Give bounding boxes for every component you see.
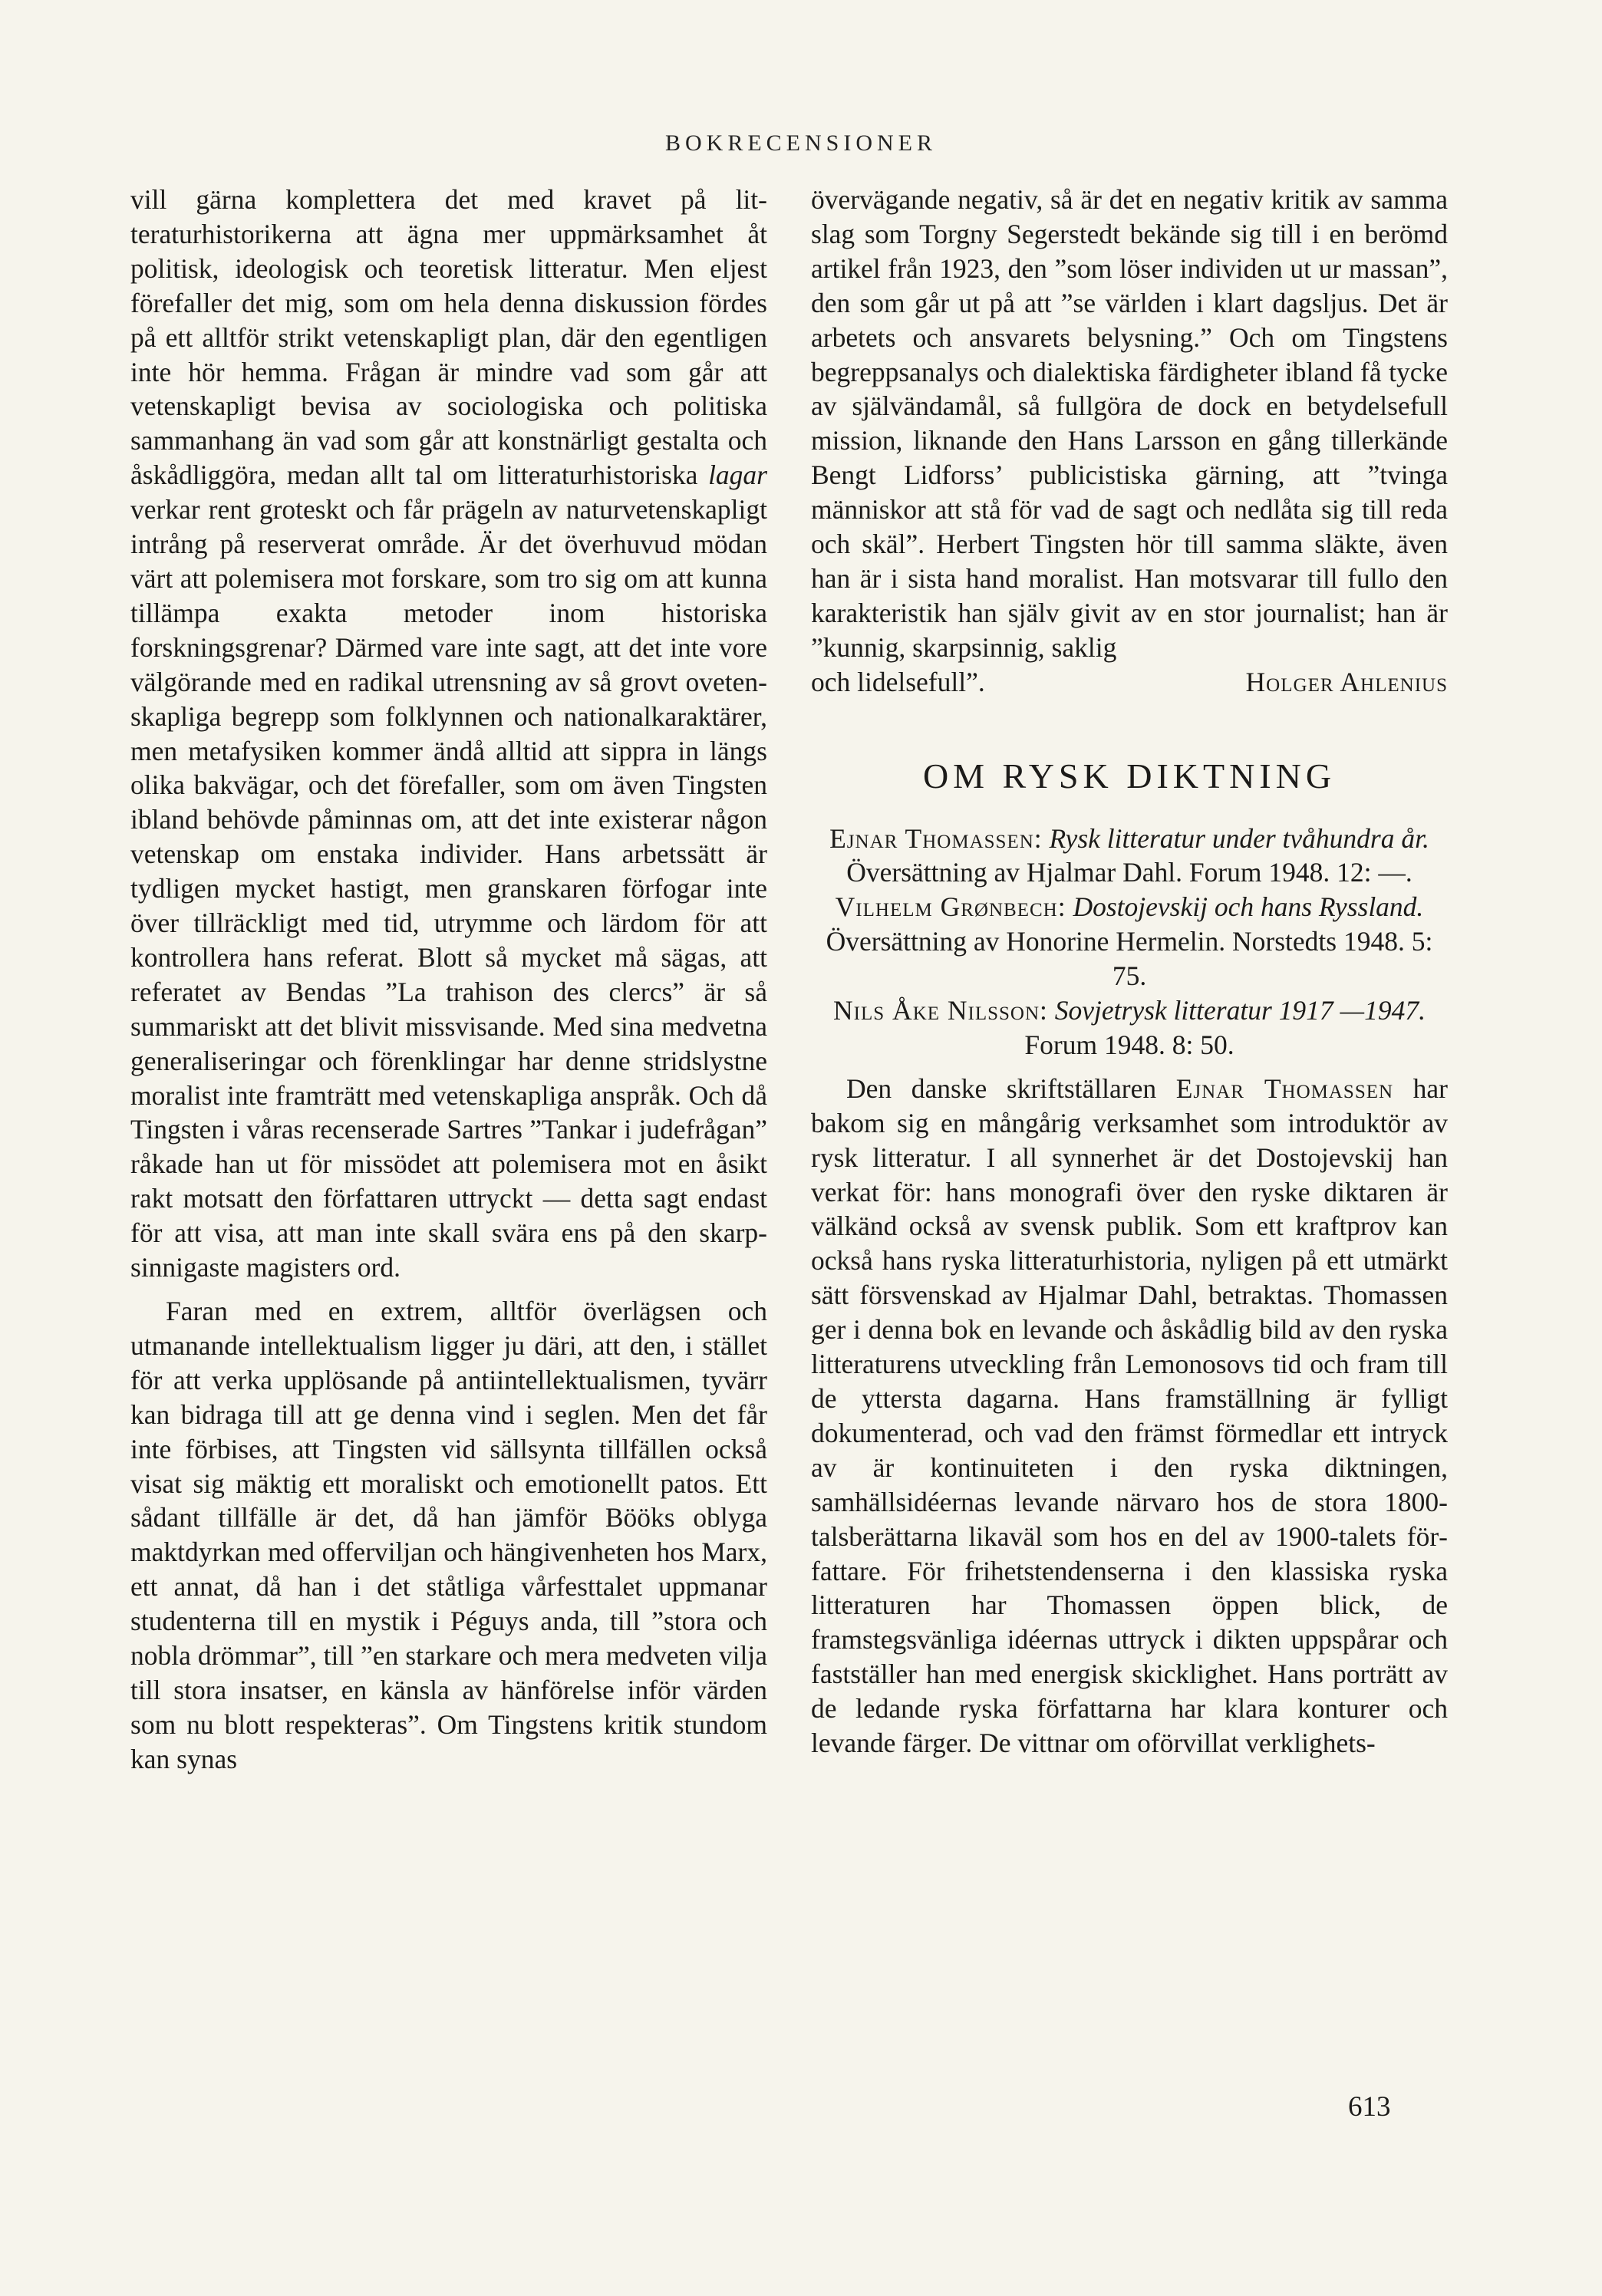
book-details: Forum 1948. 8: 50. bbox=[1024, 1029, 1234, 1060]
book-author: Vilhelm Grønbech: bbox=[835, 891, 1066, 923]
book-entry bbox=[811, 890, 1448, 993]
closing-text: och lidelsefull”. bbox=[811, 666, 985, 697]
left-paragraph-2: Faran med en extrem, alltför överlägsen och utmanande intellektualism ligger ju däri, att den, i stället för att verka upplösande på antiintellektualismen, tyvärr kan bidraga till att ge denna vind i seglen. Men det får inte förbises, att Tingsten vid sällsynta tillfällen också visat sig mäktig ett moraliskt och emotionellt patos. Ett sådant tillfälle är det, då han jämför Bööks oblyga maktdyrkan med offerviljan och hängivenheten hos Marx, ett annat, då han i det ståtliga vårfesttalet uppmanar studenterna till en mystik i Péguys anda, till ”stora och nobla drömmar”, till ”en starkare och mera medveten vilja till stora insatser, en känsla av hänförelse inför värden som nu blott respekteras”. Om Tingstens kritik stundom kan synas bbox=[130, 1296, 767, 1774]
left-column bbox=[130, 183, 767, 1777]
italic-word: lagar bbox=[708, 460, 767, 491]
review-signature: Holger Ahlenius bbox=[1245, 666, 1448, 697]
book-entry bbox=[811, 822, 1448, 891]
signature-line bbox=[811, 665, 1448, 700]
book-title: Sovjetrysk litteratur 1917 —1947. bbox=[1054, 995, 1426, 1026]
book-details: Översättning av Hjalmar Dahl. Forum 1948. 12: —. bbox=[846, 857, 1412, 888]
left-paragraph-1 bbox=[130, 183, 767, 1285]
book-title: Rysk litteratur under tvåhundra år. bbox=[1049, 822, 1429, 854]
author-name-smallcaps: Ejnar Thomassen bbox=[1175, 1072, 1394, 1104]
book-title: Dostojevskij och hans Ryssland. bbox=[1073, 891, 1424, 923]
book-details: Översättning av Honorine Hermelin. Norstedts 1948. 5: 75. bbox=[826, 926, 1433, 992]
book-entry bbox=[811, 993, 1448, 1062]
text-segment: verkar rent groteskt och får prägeln av naturvetenskapligt intrång på reserverat område. Är det överhuvud mödan värt att polemisera mot forskare, som tro sig om att kunna tillämpa exakta metoder inom historiska forskningsgrenar? Därmed vare inte sagt, att det inte vore välgörande med en radikal utrensning av så grovt ovetenskapliga begrepp som folklynnen och nationalkaraktärer, men metafysiken kommer ändå alltid att sippra in längs olika bakvägar, och det förefaller, som om även Tingsten ibland behövde påminnas om, att det inte existerar någon vetenskap om enstaka individer. Hans arbetssätt är tydligen mycket hastigt, men granskaren förfogar inte över tillräckligt med tid, utrymme och lärdom för att kontrollera hans referat. Blott så mycket må sägas, att referatet av Bendas ”La trahison des clercs” är så summariskt att det blivit missvisande. Med sina medvetna generaliseringar och förenklingar har denne stridslystne moralist inte framträtt med vetenskapliga anspråk. Och då Tingsten i våras recenserade Sartres ”Tankar i judefrågan” råkade han ut för missödet att polemisera mot en åsikt rakt motsatt den författaren uttryckt — detta sagt endast för att visa, att man inte skall svära ens på den skarpsinnigaste magisters ord. bbox=[130, 494, 767, 1283]
text-segment: vill gärna komplettera det med kravet på litteraturhistorikerna att ägna mer uppmärksamhet åt politisk, ideologisk och teoretisk litteratur. Men eljest förefaller det mig, som om hela denna diskussion fördes på ett alltför strikt vetenskapligt plan, där den egentligen inte hör hemma. Frågan är mindre vad som går att vetenskapligt bevisa av sociologiska och politiska sammanhang än vad som går att konstnärligt gestalta och åskådliggöra, medan allt tal om litteraturhistoriska bbox=[130, 184, 767, 491]
section-title: OM RYSK DIKTNING bbox=[922, 756, 1337, 796]
right-paragraph-1: övervägande negativ, så är det en negativ kritik av samma slag som Torgny Segerstedt bekände sig till i en berömd artikel från 1923, den ”som löser individen ut ur massan”, den som går ut på att ”se världen i klart dagsljus. Det är arbetets och ansvarets belysning.” Och om Tingstens begreppsanalys och dialektiska färdigheter ibland få tycke av självändamål, så fullgöra de dock en betydelsefull mission, liknande den Hans Larsson en gång tillerkände Bengt Lidforss’ publicistiska gärning, att ”tvinga människor att stå för vad de sagt och nedlåta sig till reda och skäl”. Herbert Tingsten hör till samma släkte, även han är i sista hand moralist. Han motsvarar till fullo den karakteristik han själv givit av en stor journalist; han är ”kunnig, skarpsinnig, saklig bbox=[811, 184, 1448, 663]
text-segment: har bakom sig en mångårig verksamhet som introduktör av rysk litteratur. I all synnerhet är det Dostojevskij han verkat för: hans monografi över den ryske diktaren är välkänd också av svensk publik. Som ett kraftprov kan också hans ryska litteraturhistoria, nyligen på ett utmärkt sätt försvenskad av Hjalmar Dahl, betraktas. Thomassen ger i denna bok en levande och åskådlig bild av den ryska litteraturens utveckling från Lemonosovs tid och fram till de yttersta dagarna. Hans framställning är fylligt dokumenterad, och vad den främst förmedlar ett intryck av är kontinuiteten i den ryska diktningen, samhällsidéernas levande närvaro hos de stora 1800-talsberättarna likaväl som hos en del av 1900-talets författare. För frihetstendenserna i den klassiska ryska litteraturen har Thomassen öppen blick, de framstegsvänliga idéernas uttryck i dikten uppspårar och fastställer han med energisk skicklighet. Hans porträtt av de ledande ryska författarna har klara konturer och levande färger. De vittnar om oförvillat verklighets- bbox=[811, 1072, 1449, 1759]
book-author: Ejnar Thomassen: bbox=[829, 822, 1043, 854]
book-author: Nils Åke Nilsson: bbox=[833, 995, 1048, 1026]
running-head: BOKRECENSIONER bbox=[664, 130, 937, 156]
page-number: 613 bbox=[1348, 2091, 1391, 2123]
text-segment: Den danske skriftställaren bbox=[846, 1072, 1176, 1104]
right-paragraph-2 bbox=[811, 1072, 1448, 1761]
right-column bbox=[811, 183, 1448, 1761]
